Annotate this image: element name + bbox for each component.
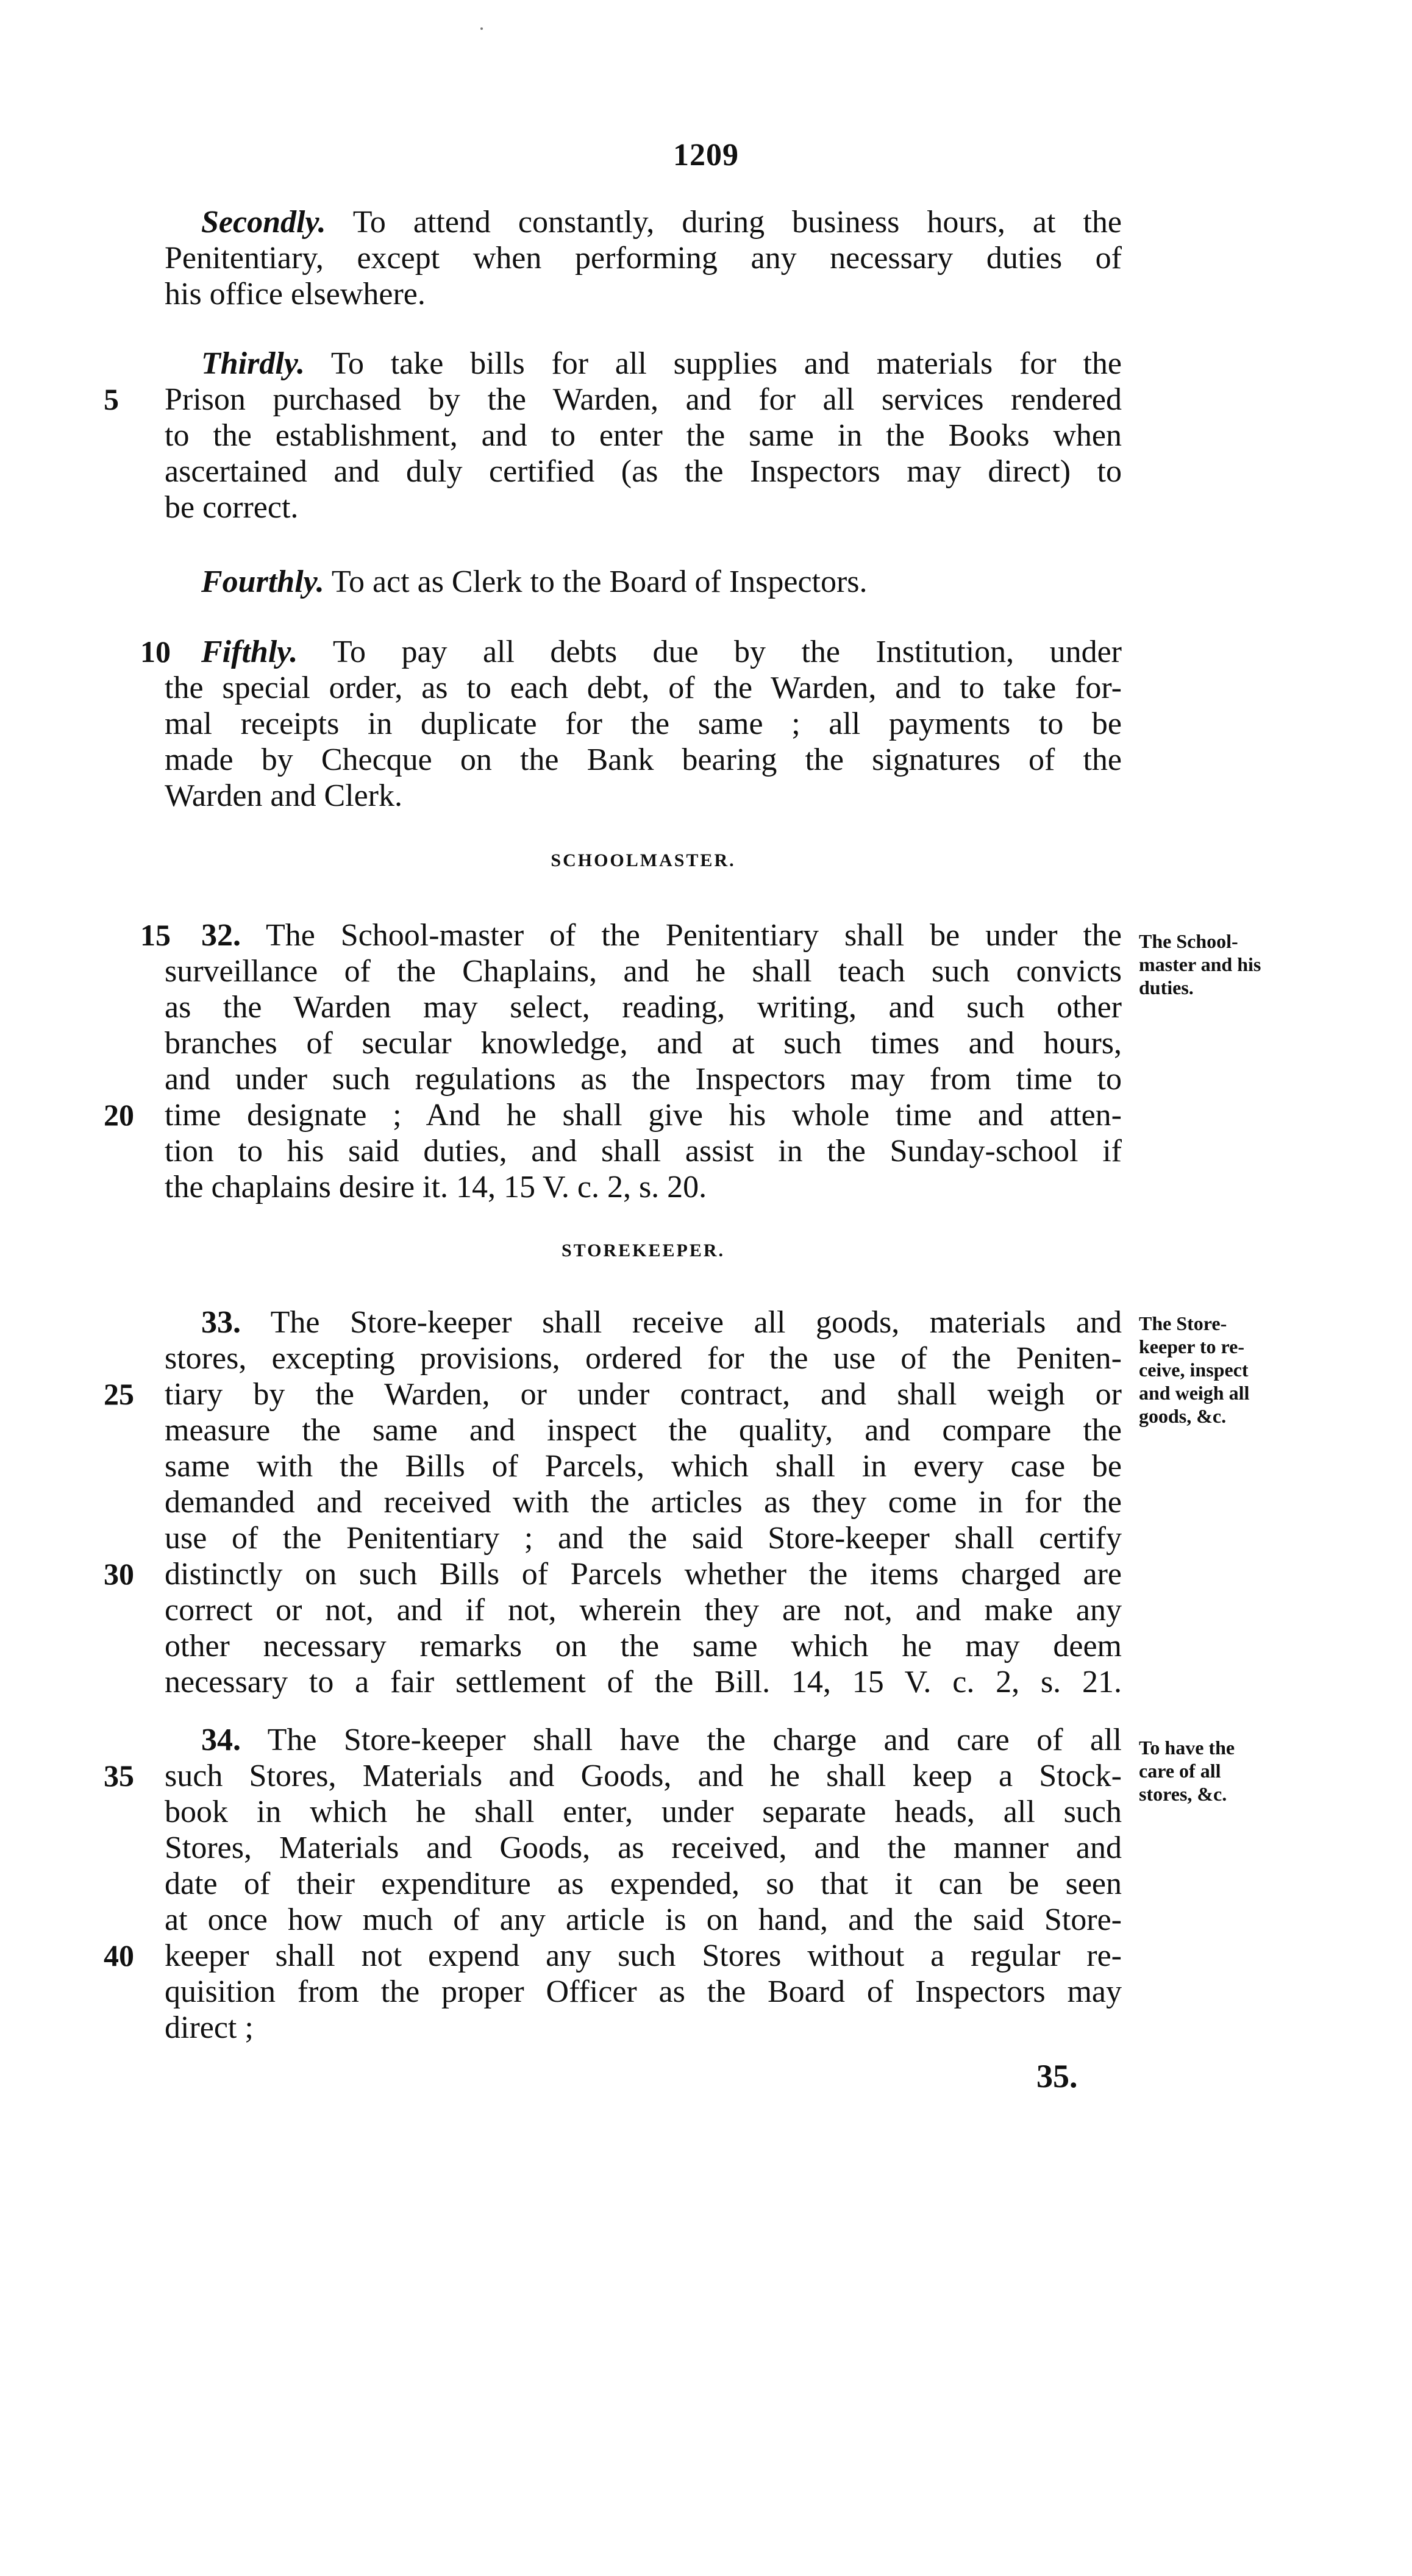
text-line	[165, 953, 1122, 989]
text-line	[165, 454, 1122, 489]
text-line	[165, 1974, 1122, 2010]
line-text: The Store-keeper shall receive all goods, materials and	[270, 1305, 1122, 1340]
paragraph-fifthly	[140, 634, 1122, 814]
line-text: To attend constantly, during business hours, at the	[352, 205, 1122, 240]
margin-note-line: ceive, inspect	[1139, 1359, 1249, 1381]
text-line	[165, 1794, 1122, 1830]
line-text: The Store-keeper shall have the charge and care of all	[267, 1723, 1122, 1757]
line-text: keeper shall not expend any such Stores without a regular re-	[165, 1938, 1122, 1973]
text-line	[165, 742, 1122, 778]
paragraph-lead: Fifthly.	[201, 635, 298, 669]
catchword: 35.	[1036, 2058, 1078, 2094]
section-heading-storekeeper: STOREKEEPER.	[561, 1240, 726, 1261]
line-text: mal receipts in duplicate for the same ; all payments to be	[165, 706, 1122, 741]
line-number: 25	[104, 1377, 134, 1411]
line-text: Penitentiary, except when performing any necessary duties of	[165, 241, 1122, 276]
text-line	[165, 1484, 1122, 1520]
margin-note-33	[1139, 1312, 1322, 1428]
text-line	[165, 418, 1122, 454]
text-line	[165, 2010, 1122, 2046]
text-line	[165, 346, 1122, 382]
line-text: distinctly on such Bills of Parcels whether the items charged are	[165, 1557, 1122, 1592]
text-line	[165, 989, 1122, 1025]
text-line	[165, 670, 1122, 706]
text-line	[165, 1592, 1122, 1628]
line-text: branches of secular knowledge, and at such times and hours,	[165, 1026, 1122, 1061]
page-number: 1209	[673, 138, 739, 173]
margin-note-line: stores, &c.	[1139, 1783, 1227, 1805]
text-line	[165, 1169, 1122, 1205]
line-number: 5	[104, 382, 119, 416]
line-text: Stores, Materials and Goods, as received, and the manner and	[165, 1831, 1122, 1865]
line-text: surveillance of the Chaplains, and he shall teach such convicts	[165, 954, 1122, 989]
line-text: Warden and Clerk.	[165, 778, 402, 813]
margin-note-line: To have the	[1139, 1737, 1235, 1759]
line-text: and under such regulations as the Inspectors may from time to	[165, 1062, 1122, 1097]
line-number: 10	[140, 635, 171, 669]
text-line	[165, 1448, 1122, 1484]
text-line	[104, 382, 1122, 418]
margin-note-line: master and his	[1139, 953, 1261, 975]
text-line	[140, 634, 1122, 670]
line-text: at once how much of any article is on hand, and the said Store-	[165, 1902, 1122, 1937]
line-text: The School-master of the Penitentiary shall be under the	[266, 918, 1122, 953]
line-text: as the Warden may select, reading, writing, and such other	[165, 990, 1122, 1025]
paragraph-lead: Thirdly.	[201, 346, 305, 381]
paragraph-lead: Fourthly.	[201, 564, 324, 599]
paragraph-secondly	[165, 204, 1122, 312]
paragraph-fourthly	[165, 564, 1122, 600]
text-line	[104, 1758, 1122, 1794]
line-text: necessary to a fair settlement of the Bill. 14, 15 V. c. 2, s. 21.	[165, 1665, 1122, 1699]
margin-note-line: The Store-	[1139, 1312, 1227, 1334]
margin-note-34	[1139, 1736, 1322, 1806]
line-text: stores, excepting provisions, ordered for the use of the Peniten-	[165, 1341, 1122, 1376]
line-text: date of their expenditure as expended, so that it can be seen	[165, 1866, 1122, 1901]
text-line	[165, 1061, 1122, 1097]
line-text: his office elsewhere.	[165, 277, 426, 311]
line-text: the chaplains desire it. 14, 15 V. c. 2, s. 20.	[165, 1170, 707, 1204]
line-text: such Stores, Materials and Goods, and he shall keep a Stock-	[165, 1759, 1122, 1793]
margin-note-line: care of all	[1139, 1760, 1221, 1782]
text-line	[165, 778, 1122, 814]
section-34	[104, 1722, 1122, 2046]
line-text: tiary by the Warden, or under contract, and shall weigh or	[165, 1377, 1122, 1412]
line-text: demanded and received with the articles as they come in for the	[165, 1485, 1122, 1520]
text-line	[165, 1520, 1122, 1556]
line-text: direct ;	[165, 2010, 254, 2045]
text-line	[165, 1628, 1122, 1664]
section-number: 33.	[201, 1305, 241, 1340]
text-line	[104, 1938, 1122, 1974]
paragraph-lead: Secondly.	[201, 205, 326, 240]
text-line	[165, 1412, 1122, 1448]
section-33	[104, 1304, 1122, 1700]
margin-note-32	[1139, 930, 1322, 999]
text-line	[165, 1830, 1122, 1866]
text-line	[165, 1866, 1122, 1902]
line-text: measure the same and inspect the quality, and compare the	[165, 1413, 1122, 1448]
text-line	[140, 917, 1122, 953]
line-text: time designate ; And he shall give his whole time and atten-	[165, 1098, 1122, 1133]
line-text: use of the Penitentiary ; and the said Store-keeper shall certify	[165, 1521, 1122, 1556]
text-line	[104, 1376, 1122, 1412]
section-heading-schoolmaster: SCHOOLMASTER.	[551, 850, 736, 870]
line-number: 20	[104, 1098, 134, 1132]
line-text: Prison purchased by the Warden, and for all services rendered	[165, 382, 1122, 417]
line-text: tion to his said duties, and shall assist in the Sunday-school if	[165, 1134, 1122, 1169]
text-line	[165, 276, 1122, 312]
text-line	[165, 564, 1122, 600]
margin-note-line: duties.	[1139, 977, 1194, 998]
line-text: To act as Clerk to the Board of Inspectors.	[331, 564, 868, 599]
line-text: made by Checque on the Bank bearing the signatures of the	[165, 742, 1122, 777]
line-text: book in which he shall enter, under separate heads, all such	[165, 1795, 1122, 1829]
line-text: correct or not, and if not, wherein they are not, and make any	[165, 1593, 1122, 1628]
text-line	[165, 1304, 1122, 1340]
text-line	[165, 1722, 1122, 1758]
line-text: same with the Bills of Parcels, which shall in every case be	[165, 1449, 1122, 1484]
text-line	[165, 1025, 1122, 1061]
line-text: to the establishment, and to enter the same in the Books when	[165, 418, 1122, 453]
margin-note-line: and weigh all	[1139, 1382, 1250, 1404]
margin-note-line: keeper to re-	[1139, 1336, 1244, 1357]
line-number: 40	[104, 1938, 134, 1973]
section-number: 32.	[201, 918, 241, 953]
text-line	[165, 489, 1122, 525]
text-line	[165, 1133, 1122, 1169]
line-text: To pay all debts due by the Institution, under	[332, 635, 1122, 669]
section-32	[104, 917, 1122, 1205]
line-text: To take bills for all supplies and materials for the	[330, 346, 1122, 381]
text-line	[104, 1556, 1122, 1592]
line-number: 30	[104, 1557, 134, 1591]
line-text: quisition from the proper Officer as the Board of Inspectors may	[165, 1974, 1122, 2009]
text-line	[165, 1664, 1122, 1700]
margin-note-line: The School-	[1139, 930, 1238, 952]
line-text: be correct.	[165, 490, 299, 525]
line-number: 15	[140, 918, 171, 952]
line-text: ascertained and duly certified (as the Inspectors may direct) to	[165, 454, 1122, 489]
section-number: 34.	[201, 1723, 241, 1757]
margin-note-line: goods, &c.	[1139, 1405, 1227, 1427]
text-line	[165, 1902, 1122, 1938]
line-number: 35	[104, 1759, 134, 1793]
paragraph-thirdly	[104, 346, 1122, 525]
text-line	[104, 1097, 1122, 1133]
scan-speck	[480, 27, 483, 30]
text-line	[165, 204, 1122, 240]
line-text: other necessary remarks on the same which he may deem	[165, 1629, 1122, 1663]
text-line	[165, 706, 1122, 742]
text-line	[165, 240, 1122, 276]
line-text: the special order, as to each debt, of the Warden, and to take for-	[165, 671, 1122, 705]
text-line	[165, 1340, 1122, 1376]
